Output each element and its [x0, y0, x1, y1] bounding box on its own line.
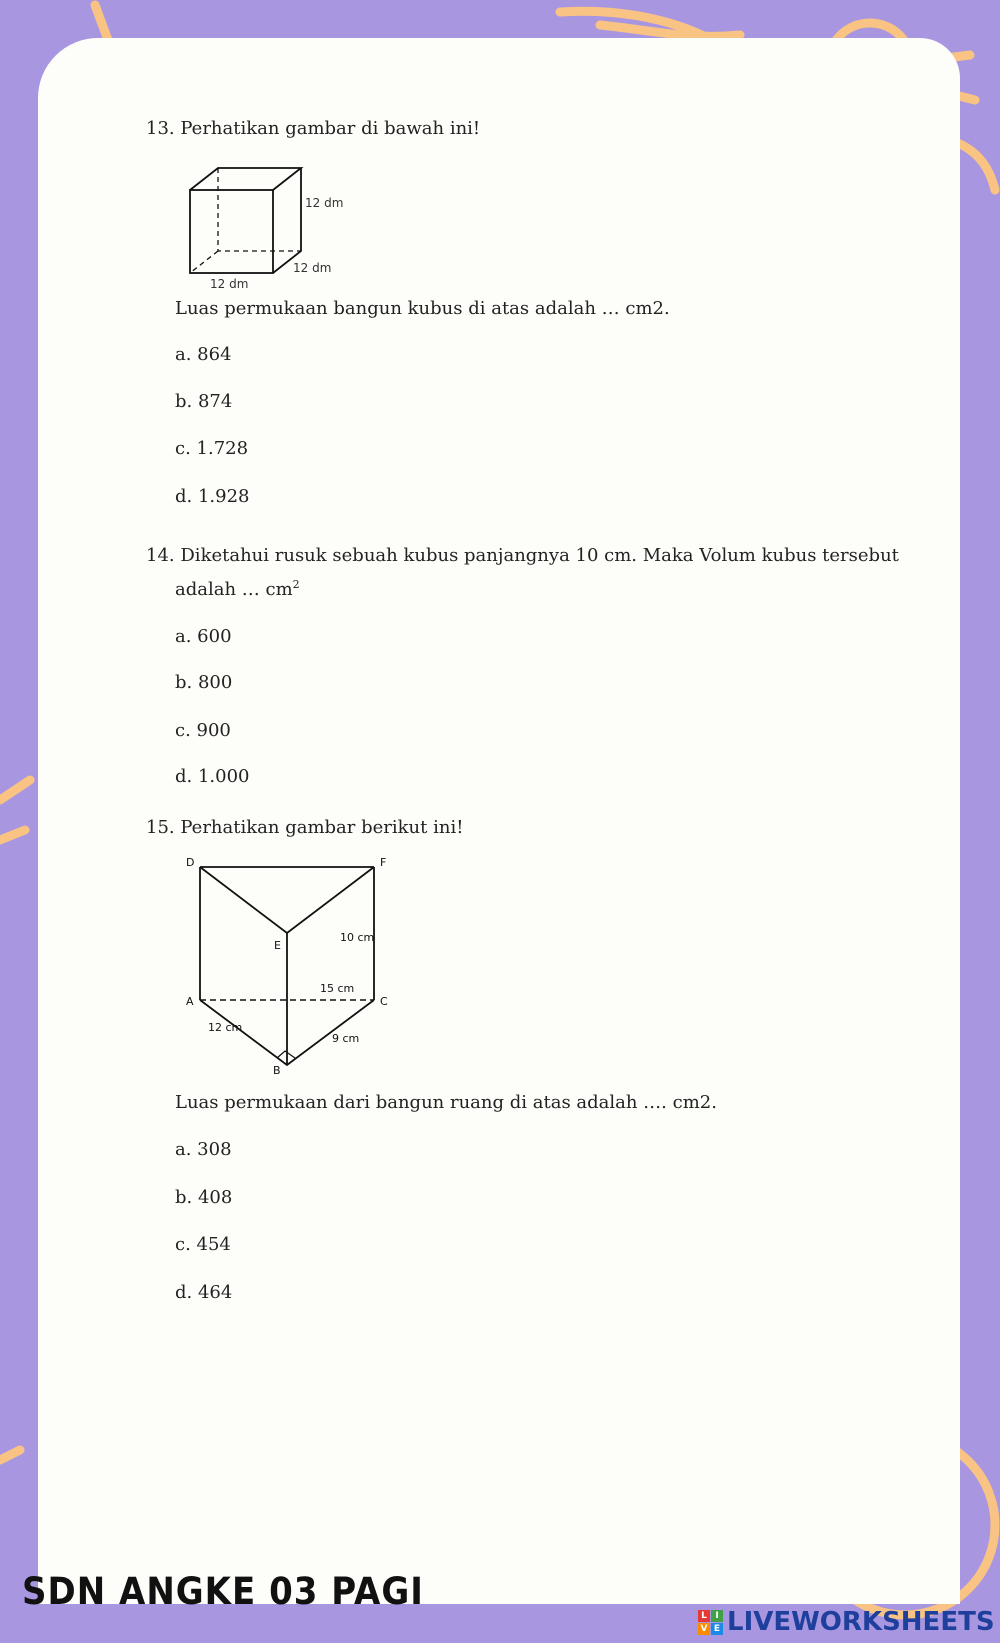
- cube-hidden-edges: [218, 168, 301, 251]
- cube-height-label: 12 dm: [305, 196, 344, 210]
- option-13-b[interactable]: b. 874: [175, 391, 233, 412]
- option-13-d[interactable]: d. 1.928: [175, 486, 250, 507]
- option-15-c[interactable]: c. 454: [175, 1234, 231, 1255]
- option-15-a[interactable]: a. 308: [175, 1139, 232, 1160]
- prism-vertex-e: E: [274, 939, 281, 952]
- question-15-number: 15.: [146, 817, 175, 838]
- question-13-number: 13.: [146, 118, 175, 139]
- liveworksheets-wordmark: LIVEWORKSHEETS: [727, 1607, 995, 1637]
- question-13-sub-prompt: Luas permukaan bangun kubus di atas adalah … cm2.: [175, 298, 670, 319]
- prism-ab-label: 12 cm: [208, 1021, 243, 1034]
- option-14-b[interactable]: b. 800: [175, 672, 233, 693]
- cube-hidden-edge-diagonal: [190, 251, 218, 273]
- question-15: [146, 817, 463, 838]
- option-14-d[interactable]: d. 1.000: [175, 766, 250, 787]
- school-name: SDN ANGKE 03 PAGI: [22, 1570, 424, 1614]
- option-15-b[interactable]: b. 408: [175, 1187, 233, 1208]
- liveworksheets-logo-icon: [698, 1610, 723, 1635]
- prism-ac-label: 15 cm: [320, 982, 355, 995]
- option-14-a[interactable]: a. 600: [175, 626, 232, 647]
- prism-figure: [182, 855, 402, 1075]
- cube-depth-label: 12 dm: [293, 261, 332, 275]
- cube-top-face: [190, 168, 301, 190]
- logo-letter-l: L: [698, 1610, 710, 1622]
- cube-front-face: [190, 190, 273, 273]
- logo-letter-e: E: [711, 1623, 723, 1635]
- question-13-prompt: Perhatikan gambar di bawah ini!: [180, 118, 481, 139]
- question-13: [146, 118, 480, 139]
- prism-height-label: 10 cm: [340, 931, 375, 944]
- option-13-a[interactable]: a. 864: [175, 344, 232, 365]
- liveworksheets-brand[interactable]: [698, 1606, 995, 1638]
- prism-vertex-b: B: [273, 1064, 281, 1075]
- option-13-c[interactable]: c. 1.728: [175, 438, 249, 459]
- question-14-exponent: 2: [292, 578, 300, 591]
- prism-vertex-d: D: [186, 856, 195, 869]
- option-14-c[interactable]: c. 900: [175, 720, 231, 741]
- question-14-prompt-line2-text: adalah … cm: [175, 579, 293, 600]
- question-14: [146, 545, 899, 566]
- cube-width-label: 12 dm: [210, 277, 249, 291]
- prism-vertex-a: A: [186, 995, 194, 1008]
- cube-figure: [180, 160, 350, 295]
- logo-letter-v: V: [698, 1623, 710, 1635]
- question-14-number: 14.: [146, 545, 175, 566]
- question-14-prompt-line2: [175, 578, 300, 600]
- question-14-prompt: Diketahui rusuk sebuah kubus panjangnya 10 cm. Maka Volum kubus tersebut: [180, 545, 899, 566]
- cube-right-face: [273, 168, 301, 273]
- logo-letter-i: I: [711, 1610, 723, 1622]
- option-15-d[interactable]: d. 464: [175, 1282, 233, 1303]
- question-15-sub-prompt: Luas permukaan dari bangun ruang di atas adalah …. cm2.: [175, 1092, 717, 1113]
- prism-vertex-c: C: [380, 995, 388, 1008]
- prism-right-angle-mark: [277, 1051, 295, 1058]
- prism-vertex-f: F: [380, 856, 387, 869]
- prism-bc-label: 9 cm: [332, 1032, 360, 1045]
- prism-top-face-edges: [200, 867, 374, 933]
- question-15-prompt: Perhatikan gambar berikut ini!: [180, 817, 464, 838]
